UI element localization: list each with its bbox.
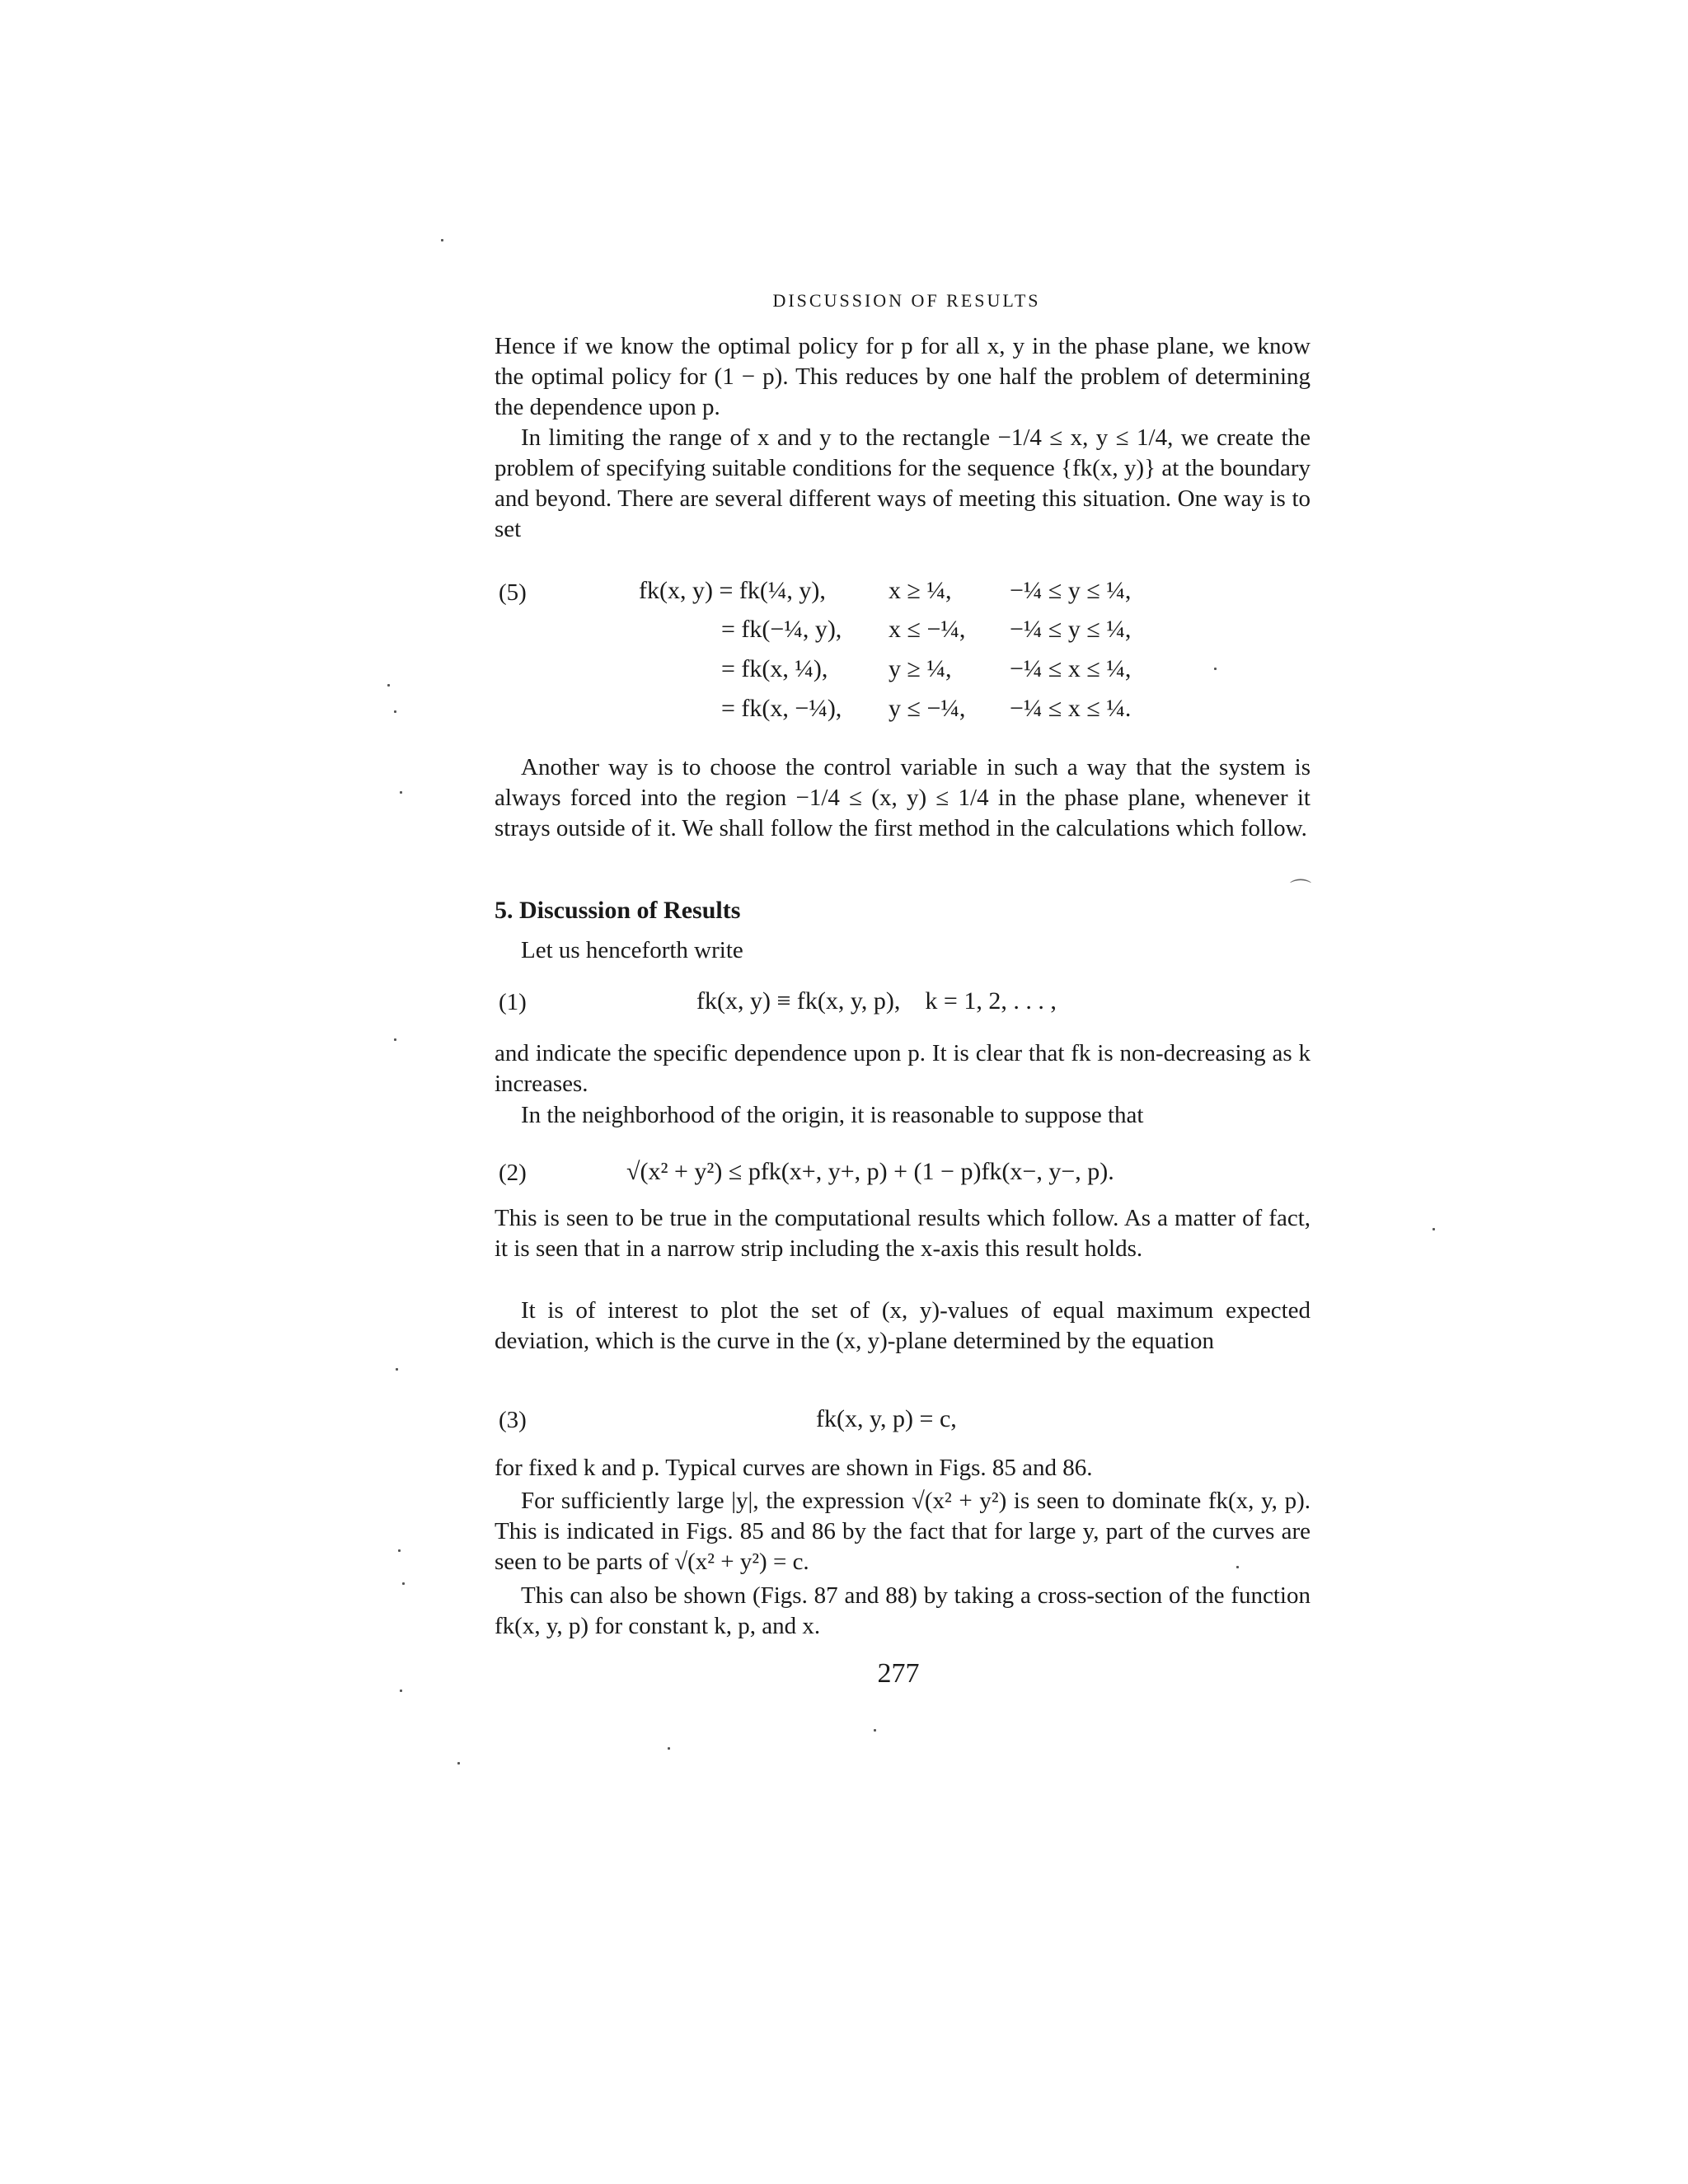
system-lhs-row-4: = fk(x, −¼), — [721, 695, 842, 722]
scan-speck — [398, 1549, 401, 1552]
system-lhs-row-3: = fk(x, ¼), — [721, 655, 828, 682]
scan-speck — [396, 1368, 398, 1371]
paragraph-cross-section: This can also be shown (Figs. 87 and 88) by taking a cross-section of the function fk(x, y, p) for constant k, p, and x. — [495, 1582, 1311, 1639]
equation-number-1: (1) — [499, 989, 527, 1015]
scan-speck — [394, 710, 396, 713]
section-title: 5. Discussion of Results — [495, 897, 741, 924]
system-lhs-row-1: fk(x, y) = fk(¼, y), — [639, 577, 826, 604]
page-number: 277 — [877, 1658, 920, 1689]
scan-speck — [668, 1747, 670, 1750]
paragraph-large-y: For sufficiently large |y|, the expression √(x² + y²) is seen to dominate fk(x, y, p). This is indicated in Figs. 85 and 86 by the fact that for large y, part of the curves are seen to be parts of √(x² + y²) = c. — [495, 1488, 1311, 1575]
equation-number-3: (3) — [499, 1407, 527, 1433]
scan-speck — [457, 1762, 460, 1765]
paragraph-control-variable: Another way is to choose the control variable in such a way that the system is always forced into the region −1/4 ≤ (x, y) ≤ 1/4 in the phase plane, whenever it strays outside of it. We shall follow the first method in the calculations which follow. — [495, 754, 1311, 841]
scan-speck — [1432, 1228, 1435, 1230]
equation-1: fk(x, y) ≡ fk(x, y, p), k = 1, 2, . . . , — [696, 987, 1057, 1015]
system-cond1-row-2: x ≤ −¼, — [889, 616, 966, 643]
equation-number-5: (5) — [499, 579, 527, 606]
paragraph-henceforth: Let us henceforth write — [521, 937, 743, 963]
scan-speck — [441, 239, 443, 241]
paragraph-dependence: and indicate the specific dependence upon p. It is clear that fk is non-decreasing as k increases. — [495, 1040, 1311, 1097]
system-cond2-row-4: −¼ ≤ x ≤ ¼. — [1010, 695, 1132, 722]
system-lhs-row-2: = fk(−¼, y), — [721, 616, 842, 643]
system-cond2-row-3: −¼ ≤ x ≤ ¼, — [1010, 655, 1132, 682]
scan-speck — [1214, 668, 1217, 670]
scan-speck — [394, 1038, 396, 1041]
paragraph-computational-results: This is seen to be true in the computational results which follow. As a matter of fact, it is seen that in a narrow strip including the x-axis this result holds. — [495, 1205, 1311, 1262]
paragraph-neighborhood: In the neighborhood of the origin, it is reasonable to suppose that — [521, 1102, 1144, 1128]
paragraph-equal-deviation: It is of interest to plot the set of (x, y)-values of equal maximum expected deviation, which is the curve in the (x, y)-plane determined by the equation — [495, 1297, 1311, 1354]
scan-speck — [387, 684, 390, 687]
scan-speck — [402, 1582, 405, 1585]
scan-speck — [874, 1729, 876, 1732]
system-cond1-row-3: y ≥ ¼, — [889, 655, 952, 682]
scan-speck — [400, 1690, 402, 1692]
running-header: DISCUSSION OF RESULTS — [772, 290, 1041, 311]
scan-speck — [1236, 1566, 1239, 1568]
scan-mark: ⌒ — [1290, 879, 1312, 902]
paragraph-typical-curves: for fixed k and p. Typical curves are shown in Figs. 85 and 86. — [495, 1455, 1093, 1481]
system-cond1-row-4: y ≤ −¼, — [889, 695, 966, 722]
system-cond2-row-2: −¼ ≤ y ≤ ¼, — [1010, 616, 1132, 643]
equation-3: fk(x, y, p) = c, — [816, 1405, 957, 1432]
system-cond1-row-1: x ≥ ¼, — [889, 577, 952, 604]
scan-speck — [400, 791, 402, 794]
paragraph-optimal-policy: Hence if we know the optimal policy for p for all x, y in the phase plane, we know the optimal policy for (1 − p). This reduces by one half the problem of determining the dependence upon p. — [495, 333, 1311, 420]
equation-number-2: (2) — [499, 1160, 527, 1186]
paragraph-limiting-range: In limiting the range of x and y to the rectangle −1/4 ≤ x, y ≤ 1/4, we create the problem of specifying suitable conditions for the sequence {fk(x, y)} at the boundary and beyond. There are several different ways of meeting this situation. One way is to set — [495, 424, 1311, 542]
equation-2: √(x² + y²) ≤ pfk(x+, y+, p) + (1 − p)fk(x−, y−, p). — [626, 1158, 1114, 1185]
system-cond2-row-1: −¼ ≤ y ≤ ¼, — [1010, 577, 1132, 604]
